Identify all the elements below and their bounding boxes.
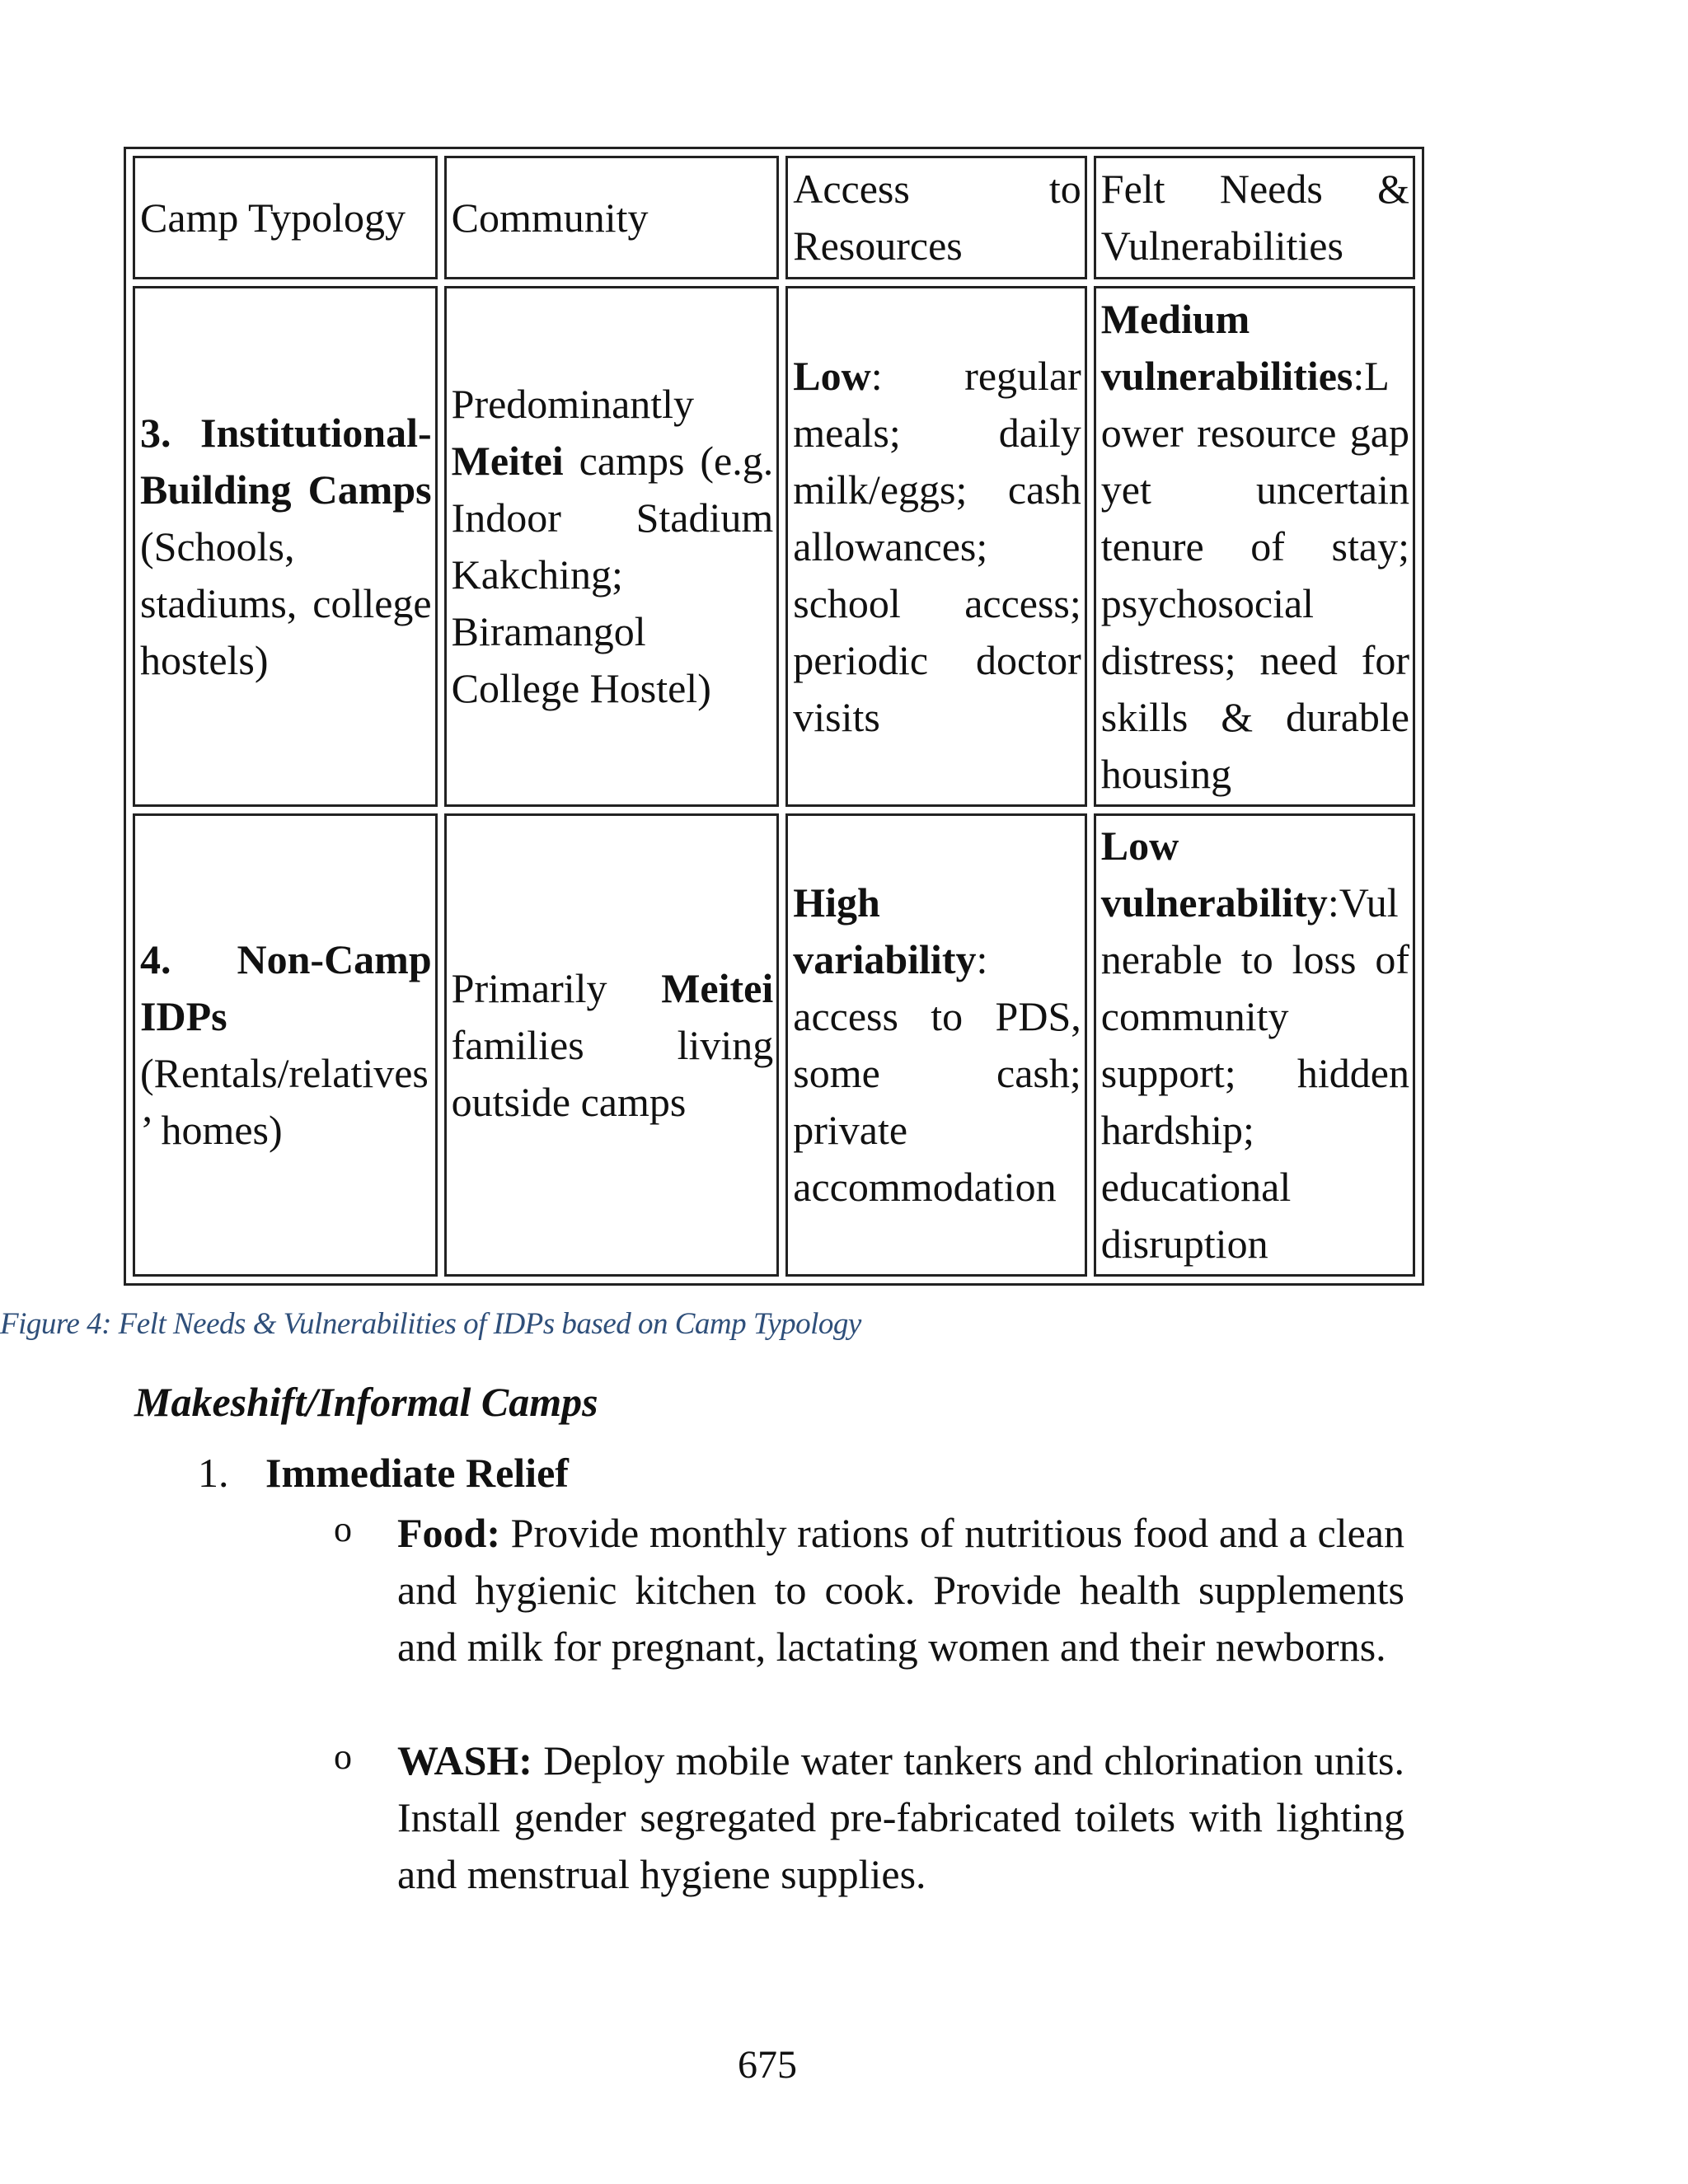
- needs-detail: :Vulnerable to loss of community support; hidden hardship; educational disruption: [1100, 879, 1409, 1267]
- bullet-item-food: [397, 1505, 1404, 1675]
- bullet-label: Food:: [397, 1510, 500, 1556]
- figure-caption: Figure 4: Felt Needs & Vulnerabilities of IDPs based on Camp Typology: [0, 1307, 861, 1341]
- community-post: families living outside camps: [451, 1021, 774, 1125]
- typology-detail: (Rentals/relatives’ homes): [140, 1050, 429, 1153]
- community-pre: Predominantly: [451, 381, 695, 427]
- community-name: Meitei: [451, 438, 564, 484]
- access-detail: : regular meals; daily milk/eggs; cash allowances; school access; periodic doctor visits: [793, 352, 1081, 740]
- list-heading: Immediate Relief: [265, 1450, 569, 1496]
- section-heading: Makeshift/Informal Camps: [134, 1379, 598, 1425]
- access-detail: : access to PDS, some cash; private accommodation: [793, 936, 1081, 1210]
- access-level: Low: [793, 352, 871, 399]
- community-name: Meitei: [661, 964, 774, 1011]
- table-header-row: [133, 156, 1415, 279]
- community-pre: Primarily: [451, 964, 662, 1011]
- needs-level: Low vulnerability: [1100, 823, 1328, 926]
- cell-needs: [1094, 813, 1415, 1277]
- bullet-label: WASH:: [397, 1737, 532, 1783]
- cell-access: [785, 286, 1087, 807]
- header-access: Access to Resources: [785, 156, 1087, 279]
- cell-community: [444, 286, 780, 807]
- typology-table-container: [124, 147, 1424, 1286]
- cell-needs: [1094, 286, 1415, 807]
- typology-name: 3. Institutional-Building Camps: [140, 409, 432, 513]
- header-needs: Felt Needs & Vulnerabilities: [1094, 156, 1415, 279]
- needs-level: Medium vulnerabilities: [1100, 295, 1353, 399]
- cell-typology: [133, 286, 438, 807]
- bullet-marker: o: [334, 1509, 352, 1549]
- typology-name: 4. Non-Camp IDPs: [140, 936, 432, 1039]
- bullet-body: Provide monthly rations of nutritious food and a clean and hygienic kitchen to cook. Provide health supplements and milk for pregnant, lactating women and their newborns.: [397, 1510, 1404, 1670]
- typology-detail: (Schools, stadiums, college hostels): [140, 523, 432, 683]
- table-row: [133, 286, 1415, 807]
- cell-typology: [133, 813, 438, 1277]
- list-number: 1.: [198, 1450, 229, 1496]
- table-row: [133, 813, 1415, 1277]
- typology-table: [124, 147, 1424, 1286]
- access-level: High variability: [793, 879, 977, 982]
- bullet-body: Deploy mobile water tankers and chlorination units. Install gender segregated pre-fabricated toilets with lighting and menstrual hygiene supplies.: [397, 1737, 1404, 1897]
- header-community: Community: [444, 156, 780, 279]
- community-post: camps (e.g. Indoor Stadium Kakching; Biramangol College Hostel): [451, 438, 774, 711]
- needs-detail: :Lower resource gap yet uncertain tenure of stay; psychosocial distress; need for skills & durable housing: [1100, 352, 1409, 797]
- cell-access: [785, 813, 1087, 1277]
- bullet-marker: o: [334, 1736, 352, 1777]
- cell-community: [444, 813, 780, 1277]
- header-camp-typology: Camp Typology: [133, 156, 438, 279]
- page-number: 675: [738, 2043, 797, 2087]
- bullet-item-wash: [397, 1732, 1404, 1903]
